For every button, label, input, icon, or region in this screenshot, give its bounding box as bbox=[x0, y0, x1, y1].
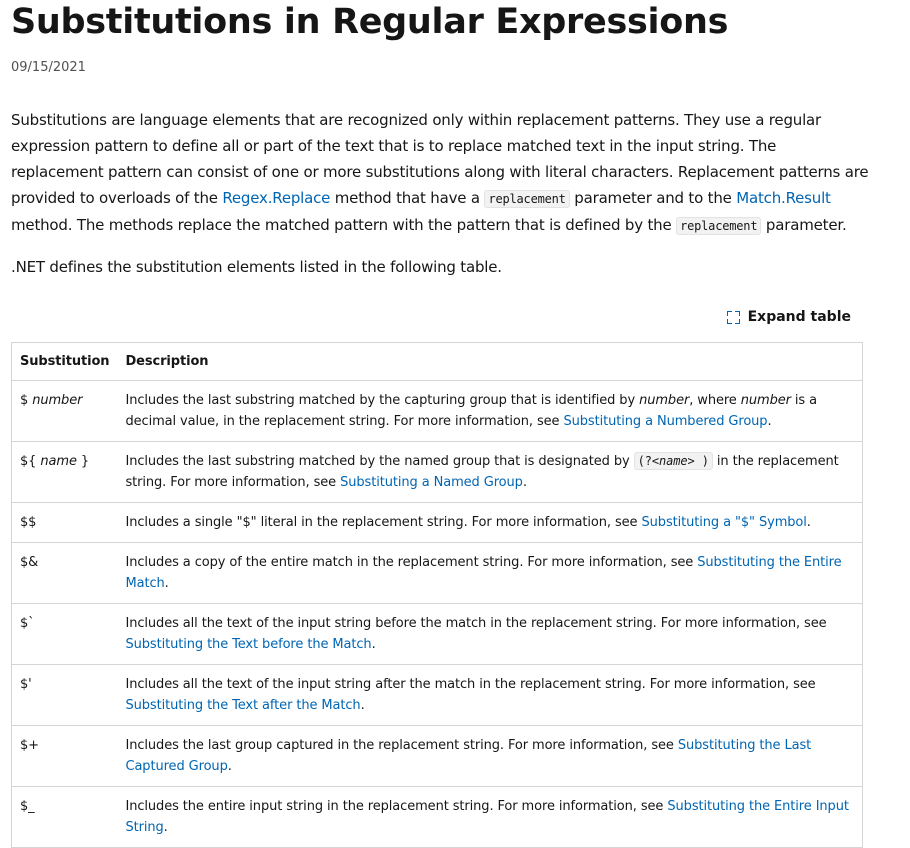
intro-paragraph bbox=[11, 107, 871, 239]
column-header-substitution: Substitution bbox=[12, 343, 118, 381]
publish-date: 09/15/2021 bbox=[11, 60, 86, 75]
description-cell: Includes the last substring matched by the named group that is designated by (?<name> ) in the replacement string. For more information, see Substituting a Named Group. bbox=[117, 442, 862, 503]
expand-table-button[interactable] bbox=[727, 309, 851, 325]
dollar-symbol-link[interactable]: Substituting a "$" Symbol bbox=[641, 515, 807, 530]
table-row bbox=[12, 442, 863, 503]
table-row bbox=[12, 604, 863, 665]
regex-replace-link[interactable]: Regex.Replace bbox=[222, 189, 331, 207]
substitutions-table bbox=[11, 342, 863, 848]
substitution-cell: $$ bbox=[12, 503, 118, 543]
numbered-group-link[interactable]: Substituting a Numbered Group bbox=[563, 414, 768, 429]
substitution-cell: $+ bbox=[12, 726, 118, 787]
entire-input-string-link[interactable]: Substituting the Entire Input String bbox=[125, 799, 849, 835]
substitution-cell: $' bbox=[12, 665, 118, 726]
intro-text: parameter and to the bbox=[569, 189, 737, 207]
description-cell: Includes all the text of the input string before the match in the replacement string. For more information, see Substituting the Text before the Match. bbox=[117, 604, 862, 665]
page-title: Substitutions in Regular Expressions bbox=[11, 2, 729, 42]
intro-text: Substitutions are language elements that are recognized only within replacement patterns. They use a regular expression pattern to define all or part of the text that is to replace matched text in the input string. The replacement pattern can consist of one or more substitutions along with literal characters. Replacement patterns are provided to overloads of the bbox=[11, 111, 869, 207]
table-row bbox=[12, 543, 863, 604]
description-cell: Includes a copy of the entire match in the replacement string. For more information, see Substituting the Entire Match. bbox=[117, 543, 862, 604]
substitution-cell: $ number bbox=[12, 381, 118, 442]
entire-match-link[interactable]: Substituting the Entire Match bbox=[125, 555, 842, 591]
column-header-description: Description bbox=[117, 343, 862, 381]
description-cell: Includes the last group captured in the replacement string. For more information, see Substituting the Last Captured Group. bbox=[117, 726, 862, 787]
table-intro: .NET defines the substitution elements listed in the following table. bbox=[11, 258, 502, 276]
substitution-cell: $` bbox=[12, 604, 118, 665]
table-row bbox=[12, 665, 863, 726]
table-header-row bbox=[12, 343, 863, 381]
intro-text: method. The methods replace the matched pattern with the pattern that is defined by the bbox=[11, 216, 677, 234]
intro-text: method that have a bbox=[330, 189, 485, 207]
table-row bbox=[12, 787, 863, 848]
match-result-link[interactable]: Match.Result bbox=[736, 189, 831, 207]
table-row bbox=[12, 726, 863, 787]
description-cell: Includes a single "$" literal in the replacement string. For more information, see Substituting a "$" Symbol. bbox=[117, 503, 862, 543]
description-cell: Includes the entire input string in the replacement string. For more information, see Substituting the Entire Input String. bbox=[117, 787, 862, 848]
expand-table-label: Expand table bbox=[747, 309, 851, 325]
substitution-cell: ${ name } bbox=[12, 442, 118, 503]
table-row bbox=[12, 503, 863, 543]
named-group-code: (?<name> ) bbox=[634, 452, 713, 470]
description-cell: Includes all the text of the input string after the match in the replacement string. For more information, see Substituting the Text after the Match. bbox=[117, 665, 862, 726]
text-before-match-link[interactable]: Substituting the Text before the Match bbox=[125, 637, 372, 652]
substitution-cell: $_ bbox=[12, 787, 118, 848]
text-after-match-link[interactable]: Substituting the Text after the Match bbox=[125, 698, 361, 713]
last-captured-group-link[interactable]: Substituting the Last Captured Group bbox=[125, 738, 812, 774]
intro-text: parameter. bbox=[761, 216, 847, 234]
description-cell: Includes the last substring matched by the capturing group that is identified by number, where number is a decimal value, in the replacement string. For more information, see Substituting a Numbered Group. bbox=[117, 381, 862, 442]
table-row bbox=[12, 381, 863, 442]
replacement-code: replacement bbox=[676, 217, 761, 235]
expand-icon bbox=[727, 311, 740, 324]
named-group-link[interactable]: Substituting a Named Group bbox=[340, 475, 523, 490]
substitution-cell: $& bbox=[12, 543, 118, 604]
replacement-code: replacement bbox=[484, 190, 569, 208]
